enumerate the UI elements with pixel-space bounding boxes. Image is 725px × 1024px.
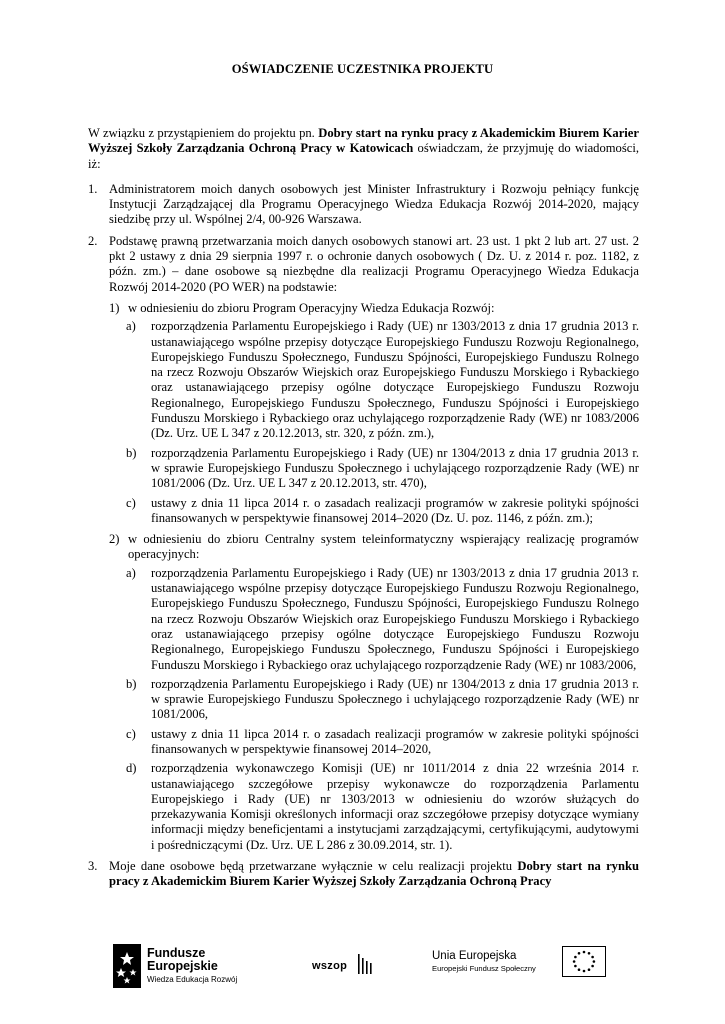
letter-item bbox=[126, 496, 639, 527]
letter-item bbox=[126, 319, 639, 441]
letter-item bbox=[126, 677, 639, 723]
letter-item-text: rozporządzenia Parlamentu Europejskiego i Rady (UE) nr 1304/2013 z dnia 17 grudnia 2013 r. w sprawie Europejskiego Funduszu Społecznego i uchylającego rozporządzenie Rady (WE) nr 1081/2006, bbox=[151, 676, 639, 722]
fe-line2: Europejskie bbox=[147, 959, 218, 973]
letter-item-text: rozporządzenia Parlamentu Europejskiego i Rady (UE) nr 1303/2013 z dnia 17 grudnia 2013 r. ustanawiającego wspólne przepisy dotyczące Europejskiego Funduszu Rozwoju Regionalnego, Europejskiego Funduszu Społecznego, Funduszu Spójności, Europejskiego Funduszu Rolnego na rzecz Rozwoju Obszarów Wiejskich oraz Europejskiego Funduszu Morskiego i Rybackiego oraz ustanawiającego przepisy ogólne dotyczące Europejskiego Funduszu Rozwoju Regionalnego, Europejskiego Funduszu Społecznego, Funduszu Spójności i Europejskiego Funduszu Morskiego i Rybackiego oraz uchylającego rozporządzenie Rady (WE) nr 1083/2006, bbox=[151, 565, 639, 672]
letter-item-label: c) bbox=[126, 726, 136, 741]
ue-line2: Europejski Fundusz Społeczny bbox=[432, 964, 536, 973]
list-item-2 bbox=[88, 234, 639, 853]
letter-item-label: b) bbox=[126, 445, 137, 460]
letter-item bbox=[126, 446, 639, 492]
fe-logo-text bbox=[147, 947, 237, 985]
letter-item bbox=[126, 727, 639, 758]
letter-item-label: c) bbox=[126, 495, 136, 510]
intro-part1: W związku z przystąpieniem do projektu pn. bbox=[88, 126, 319, 140]
letter-item bbox=[126, 566, 639, 673]
letter-item-text: rozporządzenia Parlamentu Europejskiego i Rady (UE) nr 1303/2013 z dnia 17 grudnia 2013 r. ustanawiającego wspólne przepisy dotyczące Europejskiego Funduszu Rozwoju Regionalnego, Europejskiego Funduszu Społecznego, Funduszu Spójności, Europejskiego Funduszu Rolnego na rzecz Rozwoju Obszarów Wiejskich oraz Europejskiego Funduszu Morskiego i Rybackiego oraz ustanawiającego przepisy ogólne dotyczące Europejskiego Funduszu Rozwoju Regionalnego, Europejskiego Funduszu Społecznego, Funduszu Spójności i Europejskiego Funduszu Morskiego i Rybackiego oraz uchylającego rozporządzenie Rady (WE) nr 1083/2006 (Dz. Urz. UE L 347 z 20.12.2013, str. 320, z późn. zm.), bbox=[151, 319, 639, 441]
fe-line3: Wiedza Edukacja Rozwój bbox=[147, 975, 238, 984]
ue-logo-text bbox=[432, 949, 536, 974]
item3-text: Moje dane osobowe będą przetwarzane wyłącznie w celu realizacji projektu bbox=[109, 859, 518, 874]
letter-item-label: d) bbox=[126, 761, 137, 776]
list-item-text: Podstawę prawną przetwarzania moich danych osobowych stanowi art. 23 ust. 1 pkt 2 lub art. 27 ust. 2 pkt 2 ustawy z dnia 29 sierpnia 1997 r. o ochronie danych osobowych ( Dz. U. z 2014 r. poz. 1182, z późn. zm.) – dane osobowe są niezbędne dla realizacji Programu Operacyjnego Wiedza Edukacja Rozwój 2014-2020 (PO WER) na podstawie: bbox=[109, 233, 639, 294]
footer-logos bbox=[0, 936, 725, 996]
list-item-1 bbox=[88, 182, 639, 228]
letter-item bbox=[126, 761, 639, 853]
intro-project-name: Dobry start na rynku pracy z Akademickim Biurem Karier Wyższej Szkoły Zarządzania Ochroną Pracy w Katowicach bbox=[88, 126, 639, 156]
fundusze-europejskie-logo bbox=[113, 944, 253, 988]
letter-item-text: ustawy z dnia 11 lipca 2014 r. o zasadach realizacji programów w zakresie polityki spójności finansowanych w perspektywie finansowej 2014–2020 (Dz. U. poz. 1146, z późn. zm.); bbox=[151, 495, 639, 525]
letter-item-text: rozporządzenia wykonawczego Komisji (UE) nr 1011/2014 z dnia 22 września 2014 r. ustanawiającego szczegółowe przepisy wykonawcze do rozporządzenia Parlamentu Europejskiego i Rady (UE) nr 1303/2013 w odniesieniu do wzorów służących do przekazywania Komisji określonych informacji oraz szczegółowe przepisy dotyczące wymiany informacji między beneficjentami a instytucjami zarządzającymi, certyfikującymi, audytowymi i pośredniczącymi (Dz. Urz. UE L 286 z 30.09.2014, str. 1). bbox=[151, 761, 639, 852]
sub-item-2 bbox=[109, 532, 639, 853]
letter-item-text: ustawy z dnia 11 lipca 2014 r. o zasadach realizacji programów w zakresie polityki spójności finansowanych w perspektywie finansowej 2014–2020, bbox=[151, 726, 639, 756]
fe-star-mark-icon bbox=[113, 944, 141, 988]
document-body bbox=[88, 126, 639, 896]
document-title: OŚWIADCZENIE UCZESTNIKA PROJEKTU bbox=[231, 62, 494, 76]
sub-item-number: 1) bbox=[109, 300, 120, 315]
letter-item-label: a) bbox=[126, 319, 136, 334]
list-item-3 bbox=[88, 859, 639, 890]
wszop-bars-icon bbox=[356, 950, 380, 976]
list-item-text bbox=[109, 859, 639, 890]
letter-item-label: a) bbox=[126, 565, 136, 580]
list-item-number: 1. bbox=[88, 181, 98, 196]
letter-item-label: b) bbox=[126, 676, 137, 691]
wszop-logo bbox=[312, 950, 382, 980]
intro-paragraph bbox=[88, 126, 639, 172]
list-item-number: 3. bbox=[88, 859, 98, 874]
sub-item-text: w odniesieniu do zbioru Centralny system teleinformatyczny wspierający realizację programów operacyjnych: bbox=[128, 532, 639, 562]
fe-line1: Fundusze bbox=[147, 946, 206, 960]
ue-line1: Unia Europejska bbox=[432, 950, 517, 962]
letter-item-text: rozporządzenia Parlamentu Europejskiego i Rady (UE) nr 1304/2013 z dnia 17 grudnia 2013 r. w sprawie Europejskiego Funduszu Społecznego i uchylającego rozporządzenie Rady (WE) nr 1081/2006 (Dz. Urz. UE L 347 z 20.12.2013, str. 470), bbox=[151, 445, 639, 491]
sub-item-text: w odniesieniu do zbioru Program Operacyjny Wiedza Edukacja Rozwój: bbox=[128, 300, 495, 315]
intro-part2: oświadczam, że przyjmuję do wiadomości, iż: bbox=[88, 141, 639, 171]
item3-project-name: Dobry start na rynku pracy z Akademickim Biurem Karier Wyższej Szkoły Zarządzania Ochroną Pracy bbox=[109, 859, 639, 889]
sub-item-1 bbox=[109, 301, 639, 526]
list-item-text: Administratorem moich danych osobowych jest Minister Infrastruktury i Rozwoju pełniący funkcję Instytucji Zarządzającej dla Programu Operacyjnego Wiedza Edukacja Rozwój 2014-2020, mający siedzibę przy ul. Wspólnej 2/4, 00-926 Warszawa. bbox=[109, 181, 639, 227]
sub-item-number: 2) bbox=[109, 532, 120, 547]
eu-flag-icon bbox=[562, 946, 606, 977]
list-item-number: 2. bbox=[88, 233, 98, 248]
wszop-text: wszop bbox=[312, 960, 348, 972]
